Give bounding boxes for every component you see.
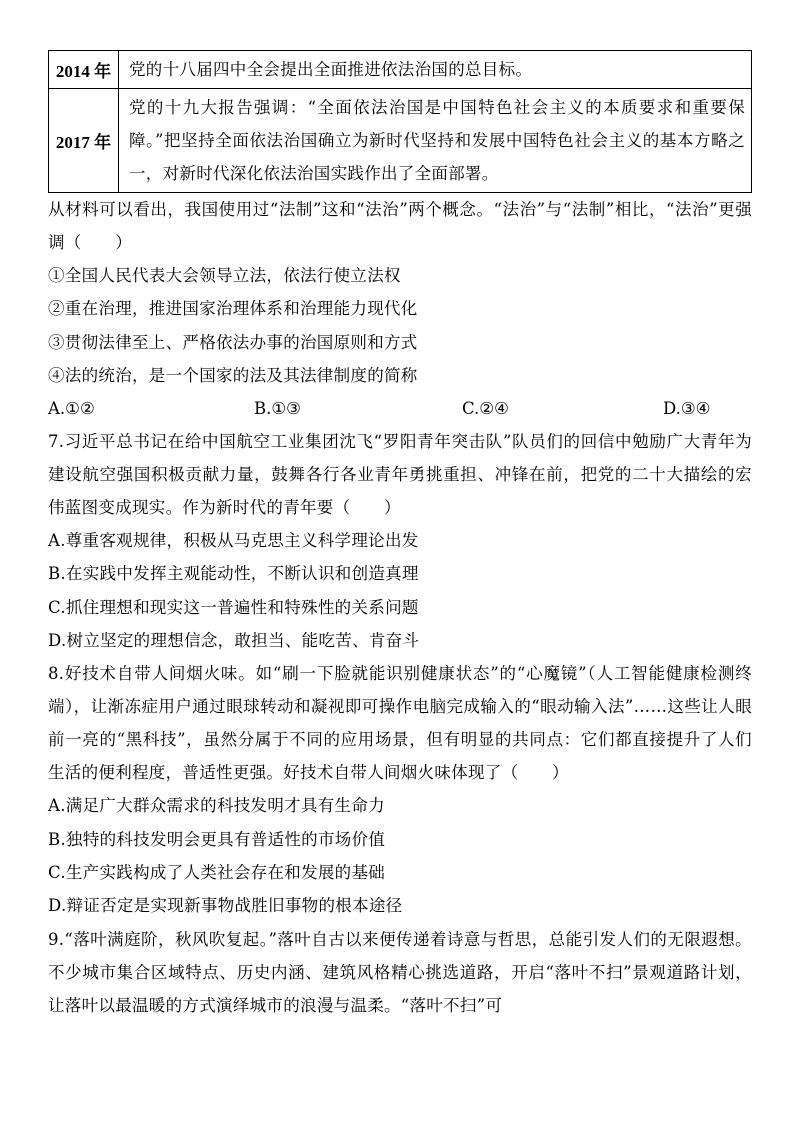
option-b[interactable]: B.在实践中发挥主观能动性，不断认识和创造真理 — [48, 564, 419, 584]
timeline-table — [48, 50, 752, 193]
question-8 — [48, 657, 752, 922]
statement-4: ④法的统治，是一个国家的法及其法律制度的简称 — [48, 365, 418, 385]
statement-3: ③贯彻法律至上、严格依法办事的治国原则和方式 — [48, 332, 418, 352]
timeline-text: 党的十九大报告强调：“全面依法治国是中国特色社会主义的本质要求和重要保障。”把坚持全面依法治国确立为新时代坚持和发展中国特色社会主义的基本方略之一，对新时代深化依法治国实践作出了全面部署。 — [119, 89, 752, 193]
statement-2: ②重在治理，推进国家治理体系和治理能力现代化 — [48, 299, 418, 319]
timeline-row — [49, 51, 752, 89]
question-9 — [48, 923, 752, 1022]
question-7-stem: 7.习近平总书记在给中国航空工业集团沈飞“罗阳青年突击队”队员们的回信中勉励广大青年为建设航空强国积极贡献力量，鼓舞各行各业青年勇挑重担、冲锋在前，把党的二十大描绘的宏伟蓝图变成现实。作为新时代的青年要（ ） — [48, 432, 752, 518]
question-6 — [48, 193, 752, 425]
statement-1: ①全国人民代表大会领导立法，依法行使立法权 — [48, 266, 401, 285]
question-9-stem: 9.“落叶满庭阶，秋风吹复起。”落叶自古以来便传递着诗意与哲思，总能引发人们的无限遐想。不少城市集合区域特点、历史内涵、建筑风格精心挑选道路，开启“落叶不扫”景观道路计划，让落叶以最温暖的方式演绎城市的浪漫与温柔。“落叶不扫”可 — [48, 929, 752, 1015]
timeline-year: 2014 年 — [49, 51, 119, 89]
question-8-stem: 8.好技术自带人间烟火味。如“刷一下脸就能识别健康状态”的“心魔镜”（人工智能健康检测终端），让渐冻症用户通过眼球转动和凝视即可操作电脑完成输入的“眼动输入法”……这些让人眼前一亮的“黑科技”，虽然分属于不同的应用场景，但有明显的共同点：它们都直接提升了人们生活的便利程度，普适性更强。好技术自带人间烟火味体现了（ ） — [48, 664, 752, 783]
option-a[interactable]: A.满足广大群众需求的科技发明才具有生命力 — [48, 796, 385, 816]
option-d[interactable]: D.树立坚定的理想信念，敢担当、能吃苦、肯奋斗 — [48, 631, 420, 651]
timeline-row — [49, 89, 752, 193]
option-a[interactable]: A.尊重客观规律，积极从马克思主义科学理论出发 — [48, 531, 419, 551]
question-7 — [48, 425, 752, 657]
timeline-year: 2017 年 — [49, 89, 119, 193]
option-c[interactable]: C.生产实践构成了人类社会存在和发展的基础 — [48, 862, 386, 882]
question-6-choices — [48, 392, 752, 425]
option-d[interactable]: D.辩证否定是实现新事物战胜旧事物的根本途径 — [48, 896, 403, 916]
question-6-stem: 从材料可以看出，我国使用过“法制”这和“法治”两个概念。“法治”与“法制”相比，“法治”更强调（ ） — [48, 200, 752, 252]
choice-d[interactable]: D.③④ — [663, 399, 711, 419]
choice-b[interactable]: B.①③ — [254, 399, 301, 419]
choice-c[interactable]: C.②④ — [462, 399, 509, 419]
exam-page — [48, 50, 752, 1022]
option-b[interactable]: B.独特的科技发明会更具有普适性的市场价值 — [48, 829, 386, 849]
choice-a[interactable]: A.①② — [48, 399, 95, 419]
option-c[interactable]: C.抓住理想和现实这一普遍性和特殊性的关系问题 — [48, 597, 419, 617]
timeline-text: 党的十八届四中全会提出全面推进依法治国的总目标。 — [119, 51, 752, 89]
